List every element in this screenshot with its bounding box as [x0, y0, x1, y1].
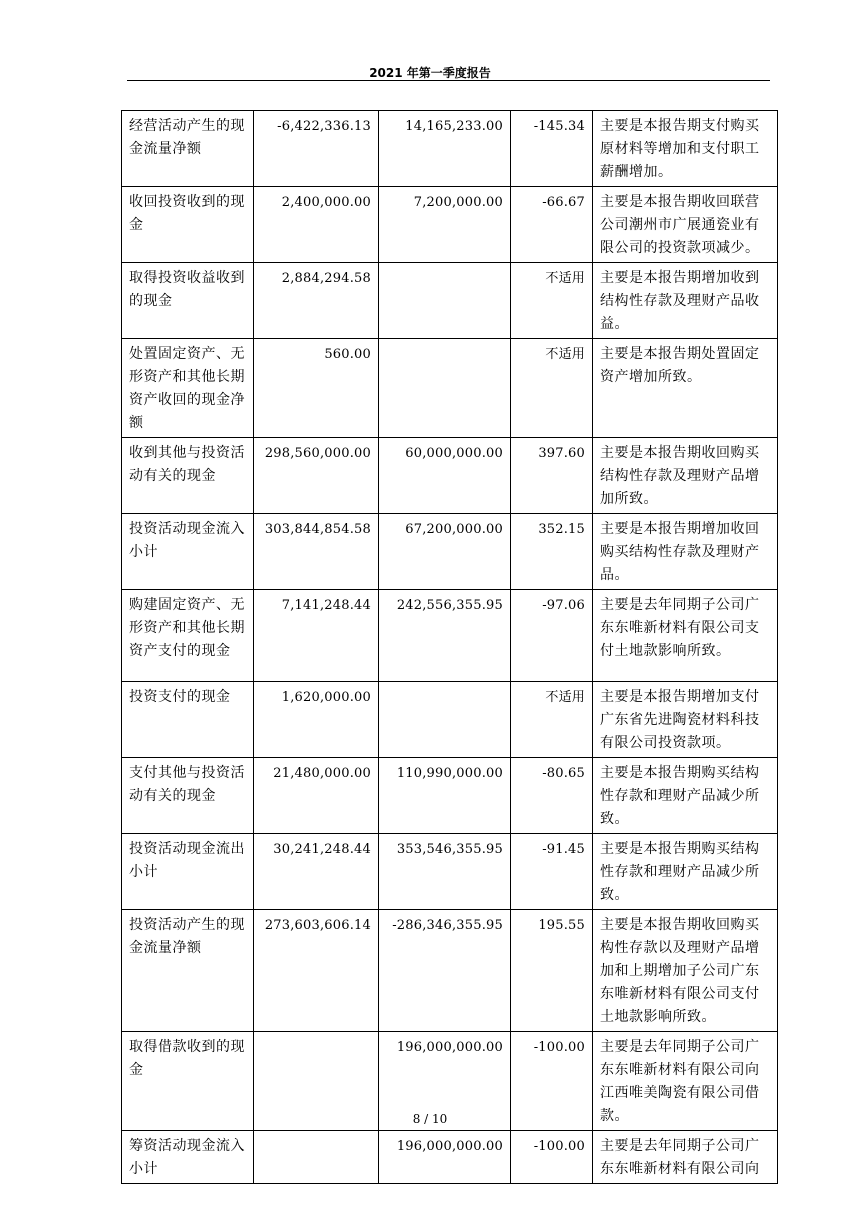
change-percent-cell: 不适用	[511, 682, 593, 758]
current-period-cell	[254, 1131, 379, 1184]
reason-cell: 主要是本报告期购买结构性存款和理财产品减少所致。	[593, 758, 778, 834]
item-cell: 收到其他与投资活动有关的现金	[122, 438, 254, 514]
change-percent-cell: 不适用	[511, 263, 593, 339]
reason-cell: 主要是本报告期支付购买原材料等增加和支付职工薪酬增加。	[593, 111, 778, 187]
prior-period-cell: 67,200,000.00	[379, 514, 511, 590]
table-row	[122, 187, 778, 263]
table-row	[122, 758, 778, 834]
reason-cell: 主要是去年同期子公司广东东唯新材料有限公司支付土地款影响所致。	[593, 590, 778, 682]
reason-cell: 主要是本报告期增加收回购买结构性存款及理财产品。	[593, 514, 778, 590]
item-cell: 投资活动现金流入小计	[122, 514, 254, 590]
item-cell: 购建固定资产、无形资产和其他长期资产支付的现金	[122, 590, 254, 682]
reason-cell: 主要是本报告期增加收到结构性存款及理财产品收益。	[593, 263, 778, 339]
current-period-cell: 30,241,248.44	[254, 834, 379, 910]
current-period-cell: 2,884,294.58	[254, 263, 379, 339]
reason-cell: 主要是本报告期收回购买构性存款以及理财产品增加和上期增加子公司广东东唯新材料有限公司支付土地款影响所致。	[593, 910, 778, 1032]
prior-period-cell: 196,000,000.00	[379, 1032, 511, 1131]
prior-period-cell: 60,000,000.00	[379, 438, 511, 514]
current-period-cell: 303,844,854.58	[254, 514, 379, 590]
table-row	[122, 339, 778, 438]
prior-period-cell: -286,346,355.95	[379, 910, 511, 1032]
table-row	[122, 590, 778, 682]
prior-period-cell	[379, 682, 511, 758]
prior-period-cell: 196,000,000.00	[379, 1131, 511, 1184]
page-number: 8 / 10	[412, 1112, 448, 1126]
item-cell: 收回投资收到的现金	[122, 187, 254, 263]
table-row	[122, 834, 778, 910]
change-percent-cell: -97.06	[511, 590, 593, 682]
reason-cell: 主要是去年同期子公司广东东唯新材料有限公司向江西唯美陶瓷有限公司借款。	[593, 1032, 778, 1131]
prior-period-cell: 110,990,000.00	[379, 758, 511, 834]
change-percent-cell: -66.67	[511, 187, 593, 263]
change-percent-cell: -91.45	[511, 834, 593, 910]
prior-period-cell	[379, 263, 511, 339]
item-cell: 支付其他与投资活动有关的现金	[122, 758, 254, 834]
reason-cell: 主要是本报告期收回购买结构性存款及理财产品增加所致。	[593, 438, 778, 514]
item-cell: 取得借款收到的现金	[122, 1032, 254, 1131]
reason-cell: 主要是本报告期处置固定资产增加所致。	[593, 339, 778, 438]
change-percent-cell: 352.15	[511, 514, 593, 590]
current-period-cell: 1,620,000.00	[254, 682, 379, 758]
table-row	[122, 438, 778, 514]
change-percent-cell: 不适用	[511, 339, 593, 438]
change-percent-cell: -100.00	[511, 1131, 593, 1184]
item-cell: 经营活动产生的现金流量净额	[122, 111, 254, 187]
reason-cell: 主要是去年同期子公司广东东唯新材料有限公司向	[593, 1131, 778, 1184]
item-cell: 投资活动现金流出小计	[122, 834, 254, 910]
current-period-cell: 273,603,606.14	[254, 910, 379, 1032]
prior-period-cell: 7,200,000.00	[379, 187, 511, 263]
reason-cell: 主要是本报告期增加支付广东省先进陶瓷材料科技有限公司投资款项。	[593, 682, 778, 758]
current-period-cell: -6,422,336.13	[254, 111, 379, 187]
item-cell: 投资活动产生的现金流量净额	[122, 910, 254, 1032]
page-header-title: 2021 年第一季度报告	[369, 66, 491, 80]
prior-period-cell	[379, 339, 511, 438]
item-cell: 处置固定资产、无形资产和其他长期资产收回的现金净额	[122, 339, 254, 438]
table-row	[122, 111, 778, 187]
item-cell: 筹资活动现金流入小计	[122, 1131, 254, 1184]
prior-period-cell: 14,165,233.00	[379, 111, 511, 187]
current-period-cell: 21,480,000.00	[254, 758, 379, 834]
reason-cell: 主要是本报告期收回联营公司潮州市广展通瓷业有限公司的投资款项减少。	[593, 187, 778, 263]
table-row	[122, 263, 778, 339]
cashflow-table-body	[122, 111, 778, 1184]
table-row	[122, 910, 778, 1032]
item-cell: 取得投资收益收到的现金	[122, 263, 254, 339]
prior-period-cell: 353,546,355.95	[379, 834, 511, 910]
current-period-cell: 7,141,248.44	[254, 590, 379, 682]
table-row	[122, 514, 778, 590]
current-period-cell: 2,400,000.00	[254, 187, 379, 263]
change-percent-cell: 195.55	[511, 910, 593, 1032]
change-percent-cell: -145.34	[511, 111, 593, 187]
table-row	[122, 1131, 778, 1184]
current-period-cell: 560.00	[254, 339, 379, 438]
change-percent-cell: -80.65	[511, 758, 593, 834]
table-row	[122, 682, 778, 758]
reason-cell: 主要是本报告期购买结构性存款和理财产品减少所致。	[593, 834, 778, 910]
item-cell: 投资支付的现金	[122, 682, 254, 758]
prior-period-cell: 242,556,355.95	[379, 590, 511, 682]
header-divider	[127, 80, 770, 81]
cashflow-table	[121, 110, 778, 1184]
change-percent-cell: 397.60	[511, 438, 593, 514]
change-percent-cell: -100.00	[511, 1032, 593, 1131]
current-period-cell: 298,560,000.00	[254, 438, 379, 514]
